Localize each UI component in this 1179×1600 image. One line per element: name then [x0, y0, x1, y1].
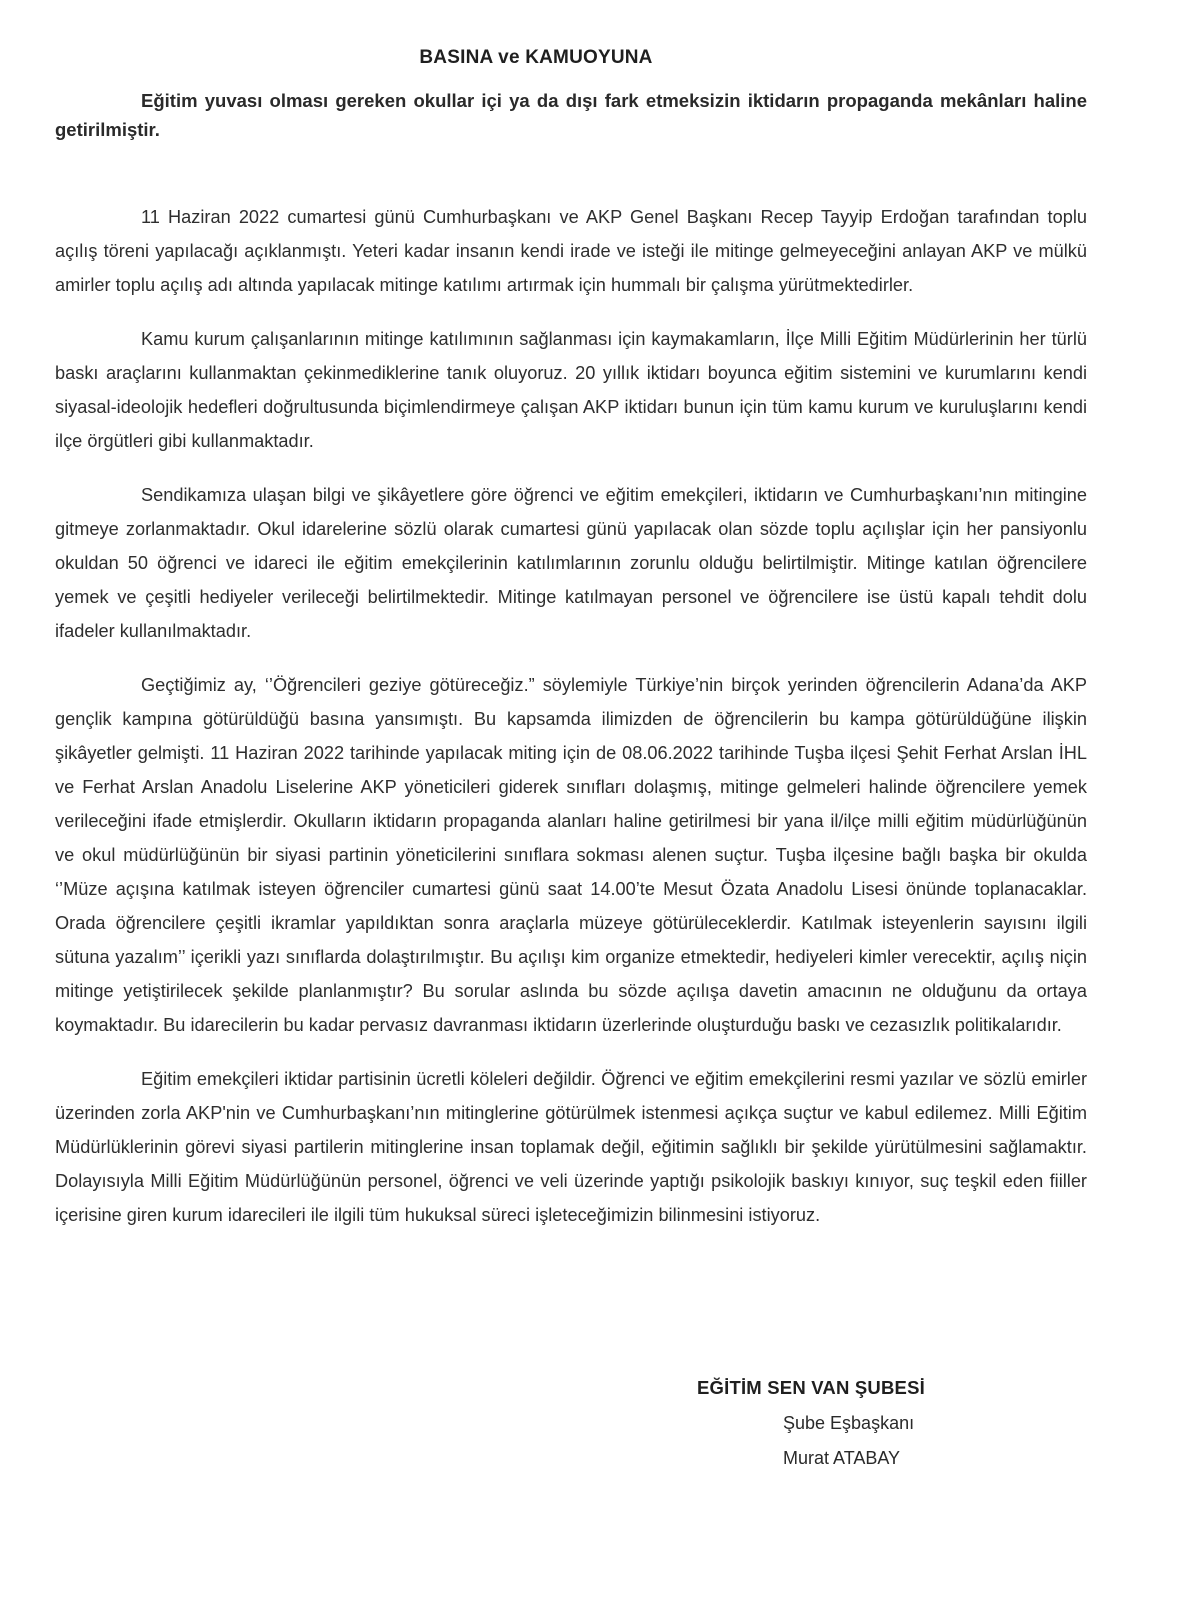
paragraph-1: 11 Haziran 2022 cumartesi günü Cumhurbaşkanı ve AKP Genel Başkanı Recep Tayyip Erdoğan tarafından toplu açılış töreni yapılacağı açıklanmıştı. Yeteri kadar insanın kendi irade ve isteği ile mitinge gelmeyeceğini anlayan AKP ve mülkü amirler toplu açılış adı altında yapılacak mitinge katılımı artırmak için hummalı bir çalışma yürütmektedirler.: [55, 207, 1087, 295]
paragraph-4: Geçtiğimiz ay, ‘’Öğrencileri geziye götüreceğiz.” söylemiyle Türkiye’nin birçok yerinden öğrencilerin Adana’da AKP gençlik kampına götürüldüğü basına yansımıştı. Bu kapsamda ilimizden de öğrencilerin bu kampa götürüldüğüne ilişkin şikâyetler gelmişti. 11 Haziran 2022 tarihinde yapılacak miting için de 08.06.2022 tarihinde Tuşba ilçesi Şehit Ferhat Arslan İHL ve Ferhat Arslan Anadolu Liselerine AKP yöneticileri giderek sınıfları dolaşmış, mitinge gelmeleri halinde öğrencilere yemek verileceğini ifade etmişlerdir. Okulların iktidarın propaganda alanları haline getirilmesi bir yana il/ilçe milli eğitim müdürlüğünün ve okul müdürlüğünün bir siyasi partinin yöneticilerini sınıflara sokması alenen suçtur. Tuşba ilçesine bağlı başka bir okulda ‘’Müze açışına katılmak isteyen öğrenciler cumartesi günü saat 14.00’te Mesut Özata Anadolu Lisesi önünde toplanacaklar. Orada öğrencilere çeşitli ikramlar yapıldıktan sonra araçlarla müzeye götürüleceklerdir. Katılmak isteyenlerin sayısını ilgili sütuna yazalım’’ içerikli yazı sınıflarda dolaştırılmıştır. Bu açılışı kim organize etmektedir, hediyeleri kimler verecektir, açılış niçin mitinge yetiştirilecek şekilde planlanmıştır? Bu sorular aslında bu sözde açılışa davetin amacının ne olduğunu da ortaya koymaktadır. Bu idarecilerin bu kadar pervasız davranması iktidarın üzerlerinde oluşturduğu baskı ve cezasızlık politikalarıdır.: [55, 675, 1087, 1035]
paragraph-3: Sendikamıza ulaşan bilgi ve şikâyetlere göre öğrenci ve eğitim emekçileri, iktidarın ve Cumhurbaşkanı’nın mitingine gitmeye zorlanmaktadır. Okul idarelerine sözlü olarak cumartesi günü yapılacak olan sözde toplu açılışlar için her pansiyonlu okuldan 50 öğrenci ve idareci ile eğitim emekçilerinin katılımlarının zorunlu olduğu belirtilmiştir. Mitinge katılan öğrencilere yemek ve çeşitli hediyeler verileceği belirtilmektedir. Mitinge katılmayan personel ve öğrencilere ise üstü kapalı tehdit dolu ifadeler kullanılmaktadır.: [55, 485, 1087, 641]
signature-block: [697, 1377, 1117, 1483]
signature-name: Murat ATABAY: [783, 1448, 901, 1468]
paragraph-2: Kamu kurum çalışanlarının mitinge katılımının sağlanması için kaymakamların, İlçe Milli Eğitim Müdürlerinin her türlü baskı araçlarını kullanmaktan çekinmediklerine tanık oluyoruz. 20 yıllık iktidarı boyunca eğitim sistemini ve kurumlarını kendi siyasal-ideolojik hedefleri doğrultusunda biçimlendirmeye çalışan AKP iktidarı bunun için tüm kamu kurum ve kuruluşlarını kendi ilçe örgütleri gibi kullanmaktadır.: [55, 329, 1087, 451]
lead-statement: Eğitim yuvası olması gereken okullar içi ya da dışı fark etmeksizin iktidarın propaganda mekânları haline getirilmiştir.: [55, 90, 1087, 140]
document-title: BASINA ve KAMUOYUNA: [419, 47, 653, 68]
paragraph-5: Eğitim emekçileri iktidar partisinin ücretli köleleri değildir. Öğrenci ve eğitim emekçilerini resmi yazılar ve sözlü emirler üzerinden zorla AKP'nin ve Cumhurbaşkanı’nın mitinglerine götürülmek istenmesi açıkça suçtur ve kabul edilemez. Milli Eğitim Müdürlüklerinin görevi siyasi partilerin mitinglerine insan toplamak değil, eğitimin sağlıklı bir şekilde yürütülmesini sağlamaktır. Dolayısıyla Milli Eğitim Müdürlüğünün personel, öğrenci ve veli üzerinde yaptığı psikolojik baskıyı kınıyor, suç teşkil eden fiiller içerisine giren kurum idarecileri ile ilgili tüm hukuksal süreci işleteceğimizin bilinmesini istiyoruz.: [55, 1069, 1087, 1225]
signature-position: Şube Eşbaşkanı: [783, 1413, 915, 1433]
document-body: [55, 200, 1087, 1252]
signature-organization: EĞİTİM SEN VAN ŞUBESİ: [697, 1377, 925, 1398]
